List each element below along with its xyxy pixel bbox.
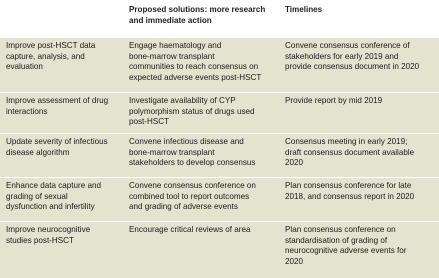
header-solutions: Proposed solutions: more research and immediate action	[129, 5, 266, 25]
problem-cell: Improve neurocognitive studies post-HSCT	[6, 225, 91, 245]
table-header	[0, 0, 439, 38]
table-row	[0, 134, 439, 177]
timeline-cell: Convene consensus conference of stakeholders for early 2019 and provide consensus document in 2020	[285, 41, 420, 72]
solution-cell: Encourage critical reviews of area	[129, 225, 251, 234]
solution-cell: Convene consensus conference on combined tool to report outcomes and grading of adverse events	[129, 181, 256, 212]
timeline-cell: Plan consensus conference for late 2018, and consensus report in 2020	[285, 181, 415, 201]
problem-cell: Update severity of infectious disease algorithm	[6, 137, 108, 157]
header-timelines: Timelines	[285, 5, 323, 14]
timeline-cell: Plan consensus conference on standardisation of grading of neurocognitive adverse events for 2020	[285, 225, 407, 266]
solution-cell: Investigate availability of CYP polymorphism status of drugs used post-HSCT	[129, 96, 255, 127]
solution-cell: Engage haematology and bone-marrow transplant communities to reach consensus on expected adverse events post-HSCT	[129, 41, 262, 82]
problem-cell: Enhance data capture and grading of sexual dysfunction and infertility	[6, 181, 101, 212]
table-row	[0, 38, 439, 92]
table-row	[0, 222, 439, 278]
table-row	[0, 93, 439, 133]
solution-cell: Convene infectious disease and bone-marrow transplant stakeholders to develop consensus	[129, 137, 256, 168]
timeline-cell: Consensus meeting in early 2019; draft consensus document available 2020	[285, 137, 415, 168]
table-row	[0, 178, 439, 221]
timeline-cell: Provide report by mid 2019	[285, 96, 383, 105]
problem-cell: Improve post-HSCT data capture, analysis, and evaluation	[6, 41, 96, 72]
problem-cell: Improve assessment of drug interactions	[6, 96, 109, 116]
